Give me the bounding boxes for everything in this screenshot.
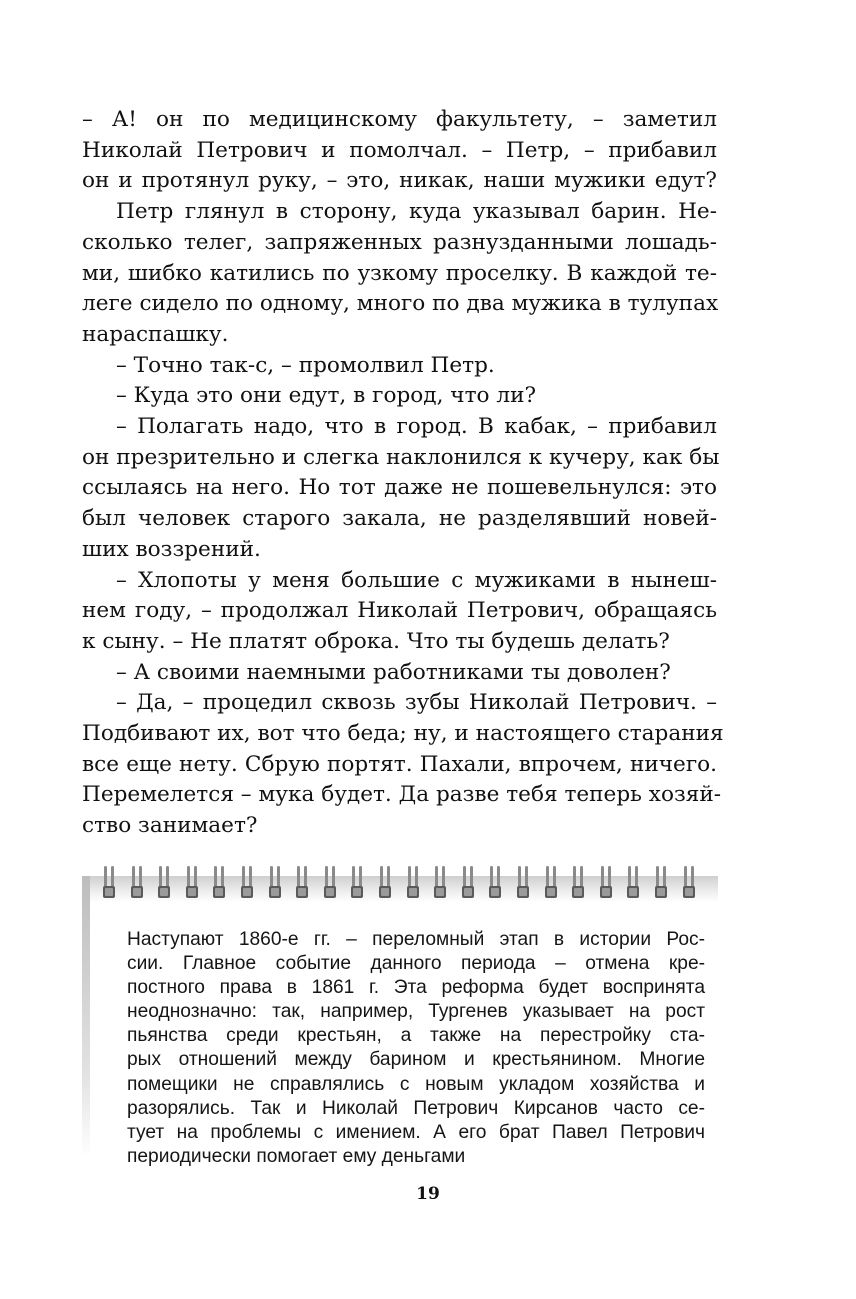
text-line: все еще нету. Сбрую портят. Пахали, впрочем, ничего.	[82, 751, 717, 777]
text-line: он презрительно и слегка наклонился к кучеру, как бы	[82, 444, 720, 470]
note-line: помещики не справлялись с новым укладом хозяйства и	[127, 1073, 705, 1095]
text-line: – Куда это они едут, в город, что ли?	[116, 383, 537, 409]
note-line: пьянства среди крестьян, а также на перестройку ста-	[127, 1025, 705, 1047]
spiral-ring-icon	[102, 864, 116, 904]
spiral-ring-icon	[516, 864, 530, 904]
spiral-ring-icon	[157, 864, 171, 904]
text-line: ших воззрений.	[82, 536, 261, 562]
spiral-ring-icon	[378, 864, 392, 904]
spiral-ring-icon	[350, 864, 364, 904]
spiral-ring-icon	[654, 864, 668, 904]
spiral-ring-icon	[185, 864, 199, 904]
spiral-ring-icon	[488, 864, 502, 904]
main-text-body	[82, 105, 724, 842]
note-line: периодически помогает ему деньгами	[127, 1145, 466, 1167]
text-line: сколько телег, запряженных разнузданными лошадь-	[82, 229, 717, 255]
spiral-ring-icon	[599, 864, 613, 904]
spiral-ring-icon	[571, 864, 585, 904]
text-line: – А своими наемными работниками ты доволен?	[116, 659, 671, 685]
notebook-note-box	[82, 868, 718, 1167]
spiral-ring-icon	[130, 864, 144, 904]
text-line: Николай Петрович и помолчал. – Петр, – прибавил	[82, 137, 717, 163]
note-line: тует на проблемы с имением. А его брат Павел Петрович	[127, 1121, 705, 1143]
text-line: ми, шибко катились по узкому проселку. В каждой те-	[82, 260, 717, 286]
text-line: Петр глянул в сторону, куда указывал барин. Не-	[116, 199, 717, 225]
note-line: разорялись. Так и Николай Петрович Кирсанов часто се-	[127, 1097, 705, 1119]
text-line: нараспашку.	[82, 321, 229, 347]
spiral-ring-icon	[461, 864, 475, 904]
text-line: ссылаясь на него. Но тот даже не пошевельнулся: это	[82, 475, 717, 501]
text-line: – Точно так-с, – промолвил Петр.	[116, 352, 495, 378]
text-line: ство занимает?	[82, 813, 258, 839]
note-line: постного права в 1861 г. Эта реформа будет воспринята	[127, 977, 705, 999]
note-line: неоднозначно: так, например, Тургенев указывает на рост	[127, 1001, 705, 1023]
note-line: Наступают 1860-е гг. – переломный этап в истории Рос-	[127, 929, 705, 950]
note-line: рых отношений между барином и крестьянином. Многие	[127, 1049, 705, 1071]
text-line: – Да, – процедил сквозь зубы Николай Петрович. –	[116, 690, 717, 716]
spiral-ring-icon	[323, 864, 337, 904]
spiral-ring-icon	[544, 864, 558, 904]
spiral-ring-icon	[433, 864, 447, 904]
text-line: леге сидело по одному, много по два мужика в тулупах	[82, 291, 719, 317]
text-line: к сыну. – Не платят оброка. Что ты будешь делать?	[82, 628, 670, 654]
text-line: он и протянул руку, – это, никак, наши мужики едут?	[82, 168, 717, 194]
spiral-ring-icon	[406, 864, 420, 904]
text-line: был человек старого закала, не разделявший новей-	[82, 506, 717, 532]
spiral-ring-icon	[682, 864, 696, 904]
text-line: Перемелется – мука будет. Да разве тебя теперь хозяй-	[82, 782, 722, 808]
spiral-ring-icon	[295, 864, 309, 904]
spiral-ring-icon	[268, 864, 282, 904]
text-line: – Полагать надо, что в город. В кабак, – прибавил	[116, 414, 717, 440]
note-text	[127, 928, 705, 1169]
text-line: – А! он по медицинскому факультету, – заметил	[82, 107, 717, 132]
note-line: сии. Главное событие данного периода – отмена кре-	[127, 953, 705, 975]
page-number: 19	[416, 1184, 440, 1204]
text-line: – Хлопоты у меня большие с мужиками в нынеш-	[116, 567, 717, 593]
spiral-ring-icon	[240, 864, 254, 904]
note-left-shade	[82, 876, 90, 1158]
spiral-ring-icon	[212, 864, 226, 904]
spiral-ring-icon	[626, 864, 640, 904]
spiral-binding	[102, 864, 702, 904]
text-line: Подбивают их, вот что беда; ну, и настоящего старания	[82, 721, 724, 747]
text-line: нем году, – продолжал Николай Петрович, обращаясь	[82, 598, 717, 624]
